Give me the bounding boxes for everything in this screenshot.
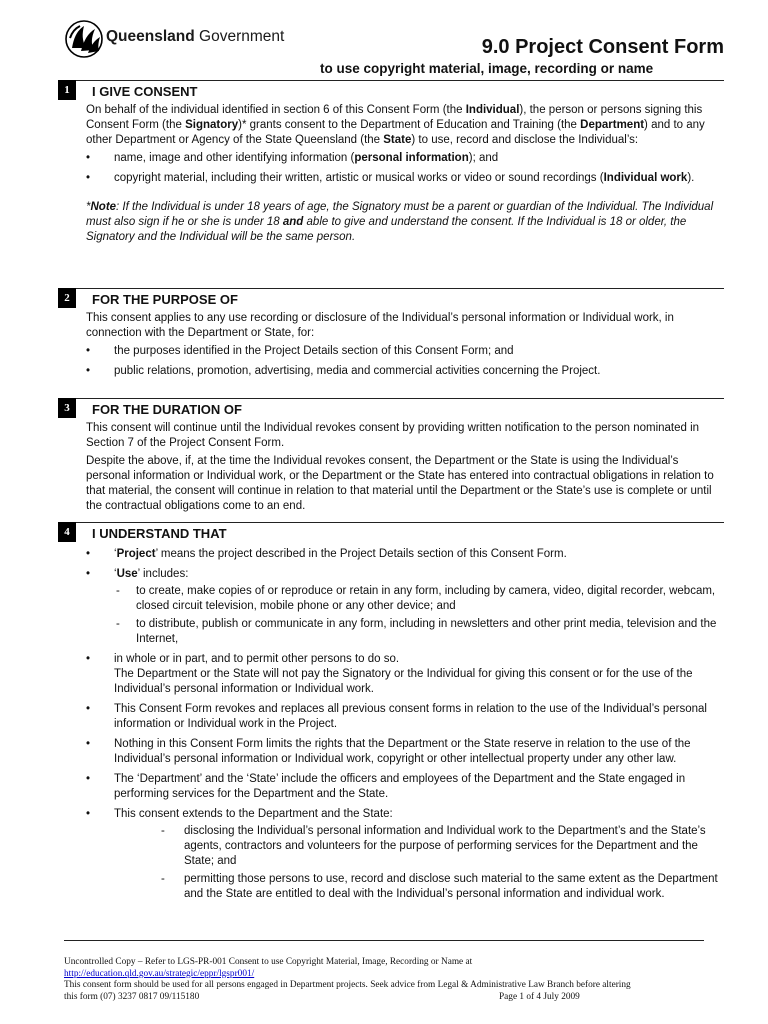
bullet-icon: • [86, 738, 91, 750]
section-body [86, 421, 724, 514]
section-title: I GIVE CONSENT [92, 84, 198, 99]
section-header [58, 398, 724, 421]
bullet-icon: • [86, 345, 91, 357]
section-duration [58, 398, 724, 517]
bullet-icon: • [86, 365, 91, 377]
footer-line: this form (07) 3237 0817 09/115180 [64, 991, 200, 1002]
list-item: • ‘Use’ includes: - to create, make copies of or reproduce or retain in any form, including by camera, video, digital recorder, webcam, closed circuit television, mobile phone or any other device; and - to distribute, publish or communicate in any form, including in newsletters and other print media, television and the Internet, [86, 567, 724, 647]
list-item: - to create, make copies of or reproduce or retain in any form, including by camera, video, digital recorder, webcam, closed circuit television, mobile phone or any other device; and [116, 585, 716, 612]
dash-list [114, 824, 724, 902]
crest-icon [64, 18, 104, 60]
bullet-icon: • [86, 172, 91, 184]
list-item: - to distribute, publish or communicate in any form, including in newsletters and other print media, television and the Internet, [116, 618, 717, 645]
section-header [58, 522, 724, 545]
bullet-icon: • [86, 773, 91, 785]
paragraph: Despite the above, if, at the time the Individual revokes consent, the Department or the State is using the Individual’s personal information or Individual work, or the Department or the State has entered into contractual obligations in relation to that material, the consent will continue in relation to that material until the Department or the State’s use is complete or until the contractual obligations come to an end. [86, 455, 714, 512]
section-number-badge: 1 [58, 80, 76, 100]
list-item: • ‘Project’ means the project described in the Project Details section of this Consent Form. [86, 548, 567, 560]
lgs-pr-001-link[interactable]: http://education.qld.gov.au/strategic/eppr/lgspr001/ [64, 968, 255, 979]
section-purpose [58, 288, 724, 384]
section-give-consent [58, 80, 724, 248]
footer-line: Uncontrolled Copy – Refer to LGS-PR-001 Consent to use Copyright Material, Image, Recording or Name at [64, 957, 473, 967]
section-understand [58, 522, 724, 907]
dash-marker: - [161, 825, 165, 837]
footer-line: This consent form should be used for all persons engaged in Department projects. Seek advice from Legal & Administrative Law Branch before altering [64, 980, 631, 990]
bullet-icon: • [86, 152, 91, 164]
section-header [58, 80, 724, 103]
section-number-badge: 4 [58, 522, 76, 542]
list-item: • in whole or in part, and to permit other persons to do so. The Department or the State will not pay the Signatory or the Individual for giving this consent or for the use of the Individual’s personal information or Individual work. [86, 653, 693, 695]
footer-divider [64, 940, 704, 941]
list-item: • the purposes identified in the Project Details section of this Consent Form; and [86, 345, 514, 357]
list-item: • This Consent Form revokes and replaces all previous consent forms in relation to the use of the Individual’s personal information or Individual work in the Project. [86, 703, 707, 730]
list-item: • name, image and other identifying information (personal information); and [86, 152, 499, 164]
paragraph: On behalf of the individual identified in section 6 of this Consent Form (the Individual), the person or persons signing this Consent Form (the Signatory)* grants consent to the Department of Education and Training (the Department) and to any other Department or Agency of the State Queensland (the State) to use, record and disclose the Individual’s: [86, 104, 705, 146]
form-title: 9.0 Project Consent Form [481, 36, 724, 58]
bullet-icon: • [86, 808, 91, 820]
bullet-list [86, 151, 724, 186]
paragraph: This consent applies to any use recording or disclosure of the Individual’s personal information or Individual work, in connection with the Department or State, for: [86, 312, 674, 339]
bullet-list [86, 344, 724, 379]
list-item: • This consent extends to the Department and the State: - disclosing the Individual’s personal information and Individual work to the Department’s and the State’s agents, contractors and volunteers for the purpose of performing services for the Department and the State; and - permitting those persons to use, record and disclose such material to the same extent as the Department and the State are entitled to deal with the Individual’s personal information and individual work. [86, 807, 724, 902]
list-item: • The ‘Department’ and the ‘State’ include the officers and employees of the Department and the State engaged in performing services for the Department and the State. [86, 773, 686, 800]
bullet-icon: • [86, 568, 91, 580]
bullet-icon: • [86, 653, 91, 665]
queensland-government-logo [64, 18, 284, 62]
dash-marker: - [116, 618, 120, 630]
note-paragraph: *Note: If the Individual is under 18 years of age, the Signatory must be a parent or guardian of the Individual. The Individual must also sign if he or she is under 18 and able to give and understand the consent. If the Individual is 18 or older, the Signatory and the Individual will be the same person. [86, 201, 714, 243]
section-body [86, 547, 724, 902]
list-item: - disclosing the Individual’s personal information and Individual work to the Department’s and the State’s agents, contractors and volunteers for the purpose of performing services for the Department and the State; and [161, 825, 706, 867]
form-subtitle: to use copyright material, image, recording or name [320, 61, 654, 76]
section-title: FOR THE PURPOSE OF [92, 292, 238, 307]
list-item: • public relations, promotion, advertising, media and commercial activities concerning the Project. [86, 365, 601, 377]
bullet-icon: • [86, 703, 91, 715]
dash-marker: - [116, 585, 120, 597]
dash-list [114, 584, 724, 647]
section-body [86, 311, 724, 379]
section-number-badge: 2 [58, 288, 76, 308]
logo-wordmark: Queensland Government [106, 28, 285, 45]
paragraph: This consent will continue until the Individual revokes consent by providing written notification to the person nominated in Section 7 of the Project Consent Form. [86, 422, 700, 449]
page-number: Page 1 of 4 July 2009 [499, 991, 580, 1002]
section-header [58, 288, 724, 311]
section-body [86, 103, 724, 245]
page-footer [64, 957, 704, 1003]
bullet-list [86, 547, 724, 902]
list-item: - permitting those persons to use, record and disclose such material to the same extent as the Department and the State are entitled to deal with the Individual’s personal information and individual work. [161, 873, 718, 900]
list-item: • Nothing in this Consent Form limits the rights that the Department or the State reserve in relation to the use of the Individual’s personal information or Individual work, copyright or other intellectual property under any other law. [86, 738, 691, 765]
bullet-icon: • [86, 548, 91, 560]
dash-marker: - [161, 873, 165, 885]
list-item: • copyright material, including their written, artistic or musical works or video or sound recordings (Individual work). [86, 172, 695, 184]
section-number-badge: 3 [58, 398, 76, 418]
section-title: FOR THE DURATION OF [92, 402, 242, 417]
section-title: I UNDERSTAND THAT [92, 526, 227, 541]
